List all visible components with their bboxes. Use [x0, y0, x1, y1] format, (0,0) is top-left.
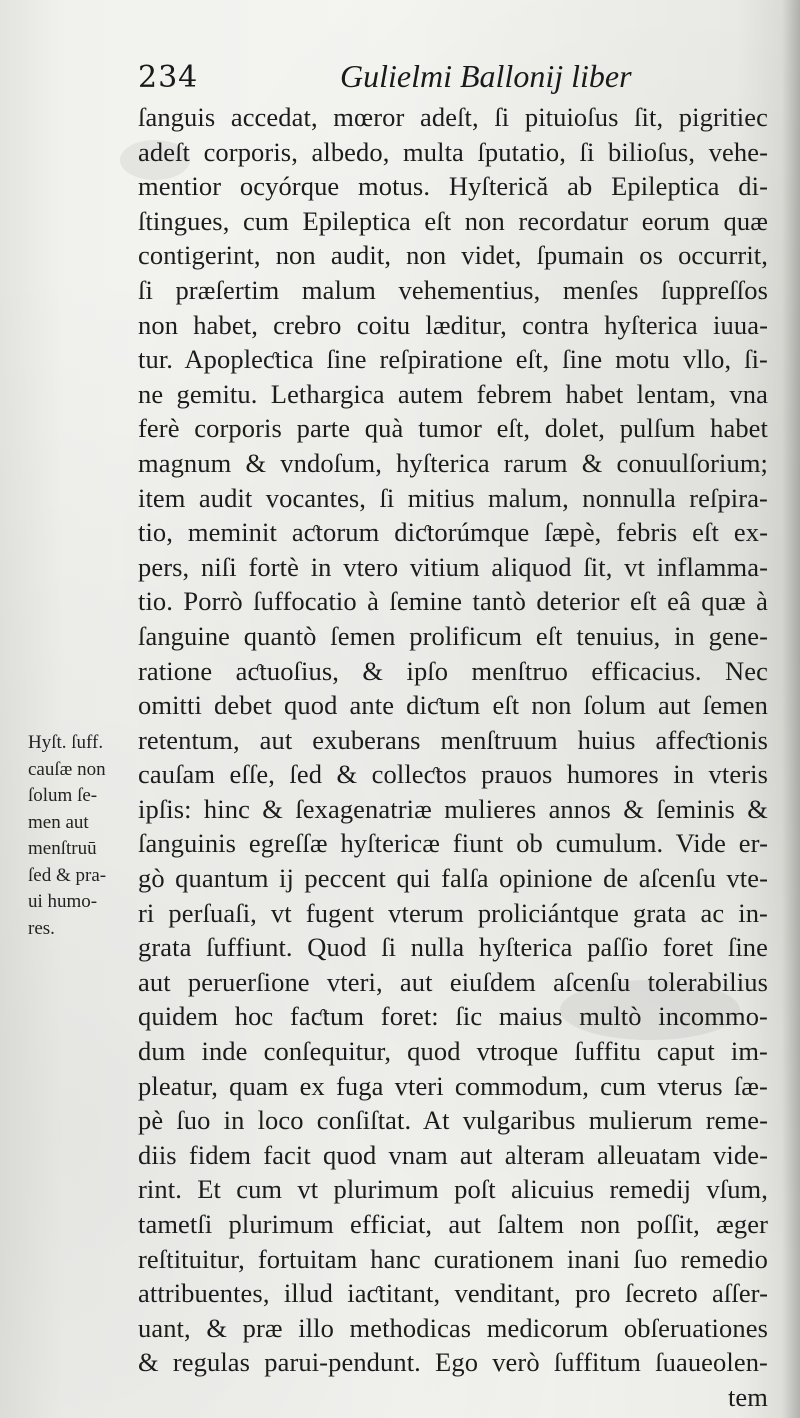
- text-line: attribuentes, illud iaƈtitant, venditant, pro ſecreto aſſer-: [138, 1278, 768, 1309]
- page-edge-shadow: [782, 0, 800, 1418]
- text-line: gò quantum ij peccent qui falſa opinione de aſcenſu vte-: [138, 863, 768, 894]
- text-line: magnum & vndoſum, hyſterica rarum & conuulſorium;: [138, 447, 768, 478]
- text-line: ferè corporis parte quà tumor eſt, dolet, pulſum habet: [138, 413, 768, 444]
- marginal-note-line: ui humo-: [28, 891, 98, 912]
- text-line: & regulas parui-pendunt. Ego verò ſuffitum ſuaueolen-: [138, 1347, 768, 1378]
- text-line: adeſt corporis, albedo, multa ſputatio, ſi bilioſus, vehe-: [138, 136, 768, 167]
- text-line: pers, niſi fortè in vtero vitium aliquod ſit, vt inflamma-: [138, 551, 768, 582]
- text-line: pè ſuo in loco conſiſtat. At vulgaribus mulierum reme-: [138, 1105, 768, 1136]
- marginal-note-line: ſolum ſe-: [28, 785, 98, 806]
- main-text-block: [138, 100, 768, 1415]
- page-header: [138, 54, 778, 100]
- text-line: tio. Porrò ſuffocatio à ſemine tantò deterior eſt eâ quæ à: [138, 586, 768, 617]
- text-line: ipſis: hinc & ſexagenatriæ mulieres annos & ſeminis &: [138, 793, 768, 824]
- page-number: 234: [138, 60, 199, 95]
- text-line: ne gemitu. Lethargica autem febrem habet lentam, vna: [138, 378, 768, 409]
- text-line: ſtingues, cum Epileptica eſt non recordatur eorum quæ: [138, 205, 768, 236]
- text-line: diis fidem facit quod vnam aut alteram alleuatam vide-: [138, 1139, 768, 1170]
- marginal-note-line: men aut: [28, 811, 89, 833]
- marginal-note-line: cauſæ non: [28, 758, 106, 780]
- running-head: Gulielmi Ballonij liber: [340, 58, 632, 94]
- marginal-note-line: res.: [28, 917, 55, 939]
- text-line: aut peruerſione vteri, aut eiuſdem aſcenſu tolerabilius: [138, 966, 768, 997]
- text-line: mentior ocyórque motus. Hyſterică ab Epileptica di-: [138, 171, 768, 202]
- text-line: cauſam eſſe, ſed & colleƈtos prauos humores in vteris: [138, 759, 768, 790]
- marginal-note: [28, 730, 132, 942]
- text-line: pleatur, quam ex fuga vteri commodum, cum vterus ſæ-: [138, 1070, 768, 1101]
- text-line: contigerint, non audit, non videt, ſpumain os occurrit,: [138, 240, 768, 271]
- text-line: ri perſuaſi, vt fugent vterum proliciántque grata ac in-: [138, 897, 768, 928]
- text-line: ſanguinis egreſſæ hyſtericæ fiunt ob cumulum. Vide er-: [138, 828, 768, 859]
- text-line: ſi præſertim malum vehementius, menſes ſuppreſſos: [138, 274, 768, 305]
- marginal-note-line: Hyſt. ſuff.: [28, 732, 104, 753]
- text-line: uant, & præ illo methodicas medicorum obſeruationes: [138, 1312, 768, 1343]
- text-line: ſanguine quantò ſemen prolificum eſt tenuius, in gene-: [138, 620, 768, 651]
- text-line: non habet, crebro coitu læditur, contra hyſterica iuua-: [138, 309, 768, 340]
- text-line: rint. Et cum vt plurimum poſt alicuius remedij vſum,: [138, 1174, 768, 1205]
- text-line: item audit vocantes, ſi mitius malum, nonnulla reſpira-: [138, 482, 768, 513]
- text-line: tur. Apopleƈtica ſine reſpiratione eſt, ſine motu vllo, ſi-: [138, 344, 768, 375]
- text-line: dum inde conſequitur, quod vtroque ſuffitu caput im-: [138, 1036, 768, 1067]
- text-line: ſanguis accedat, mœror adeſt, ſi pituioſus ſit, pigritiec: [138, 102, 768, 132]
- text-line: tio, meminit aƈtorum diƈtorúmque ſæpè, febris eſt ex-: [138, 517, 768, 548]
- text-line: tametſi plurimum efficiat, aut ſaltem non poſſit, æger: [138, 1209, 768, 1239]
- marginal-note-line: ſed & pra-: [28, 864, 107, 886]
- text-line: tem: [727, 1381, 768, 1412]
- text-line: retentum, aut exuberans menſtruum huius affeƈtionis: [138, 724, 768, 755]
- text-line: grata ſuffiunt. Quod ſi nulla hyſterica paſſio foret ſine: [138, 932, 768, 963]
- text-line: quidem hoc faƈtum foret: ſic maius multò incommo-: [138, 1001, 768, 1032]
- text-line: reſtituitur, fortuitam hanc curationem inani ſuo remedio: [138, 1243, 768, 1274]
- text-line: ratione aƈtuoſius, & ipſo menſtruo efficacius. Nec: [138, 655, 768, 686]
- text-line: omitti debet quod ante diƈtum eſt non ſolum aut ſemen: [138, 690, 768, 721]
- marginal-note-line: menſtruū: [28, 838, 97, 859]
